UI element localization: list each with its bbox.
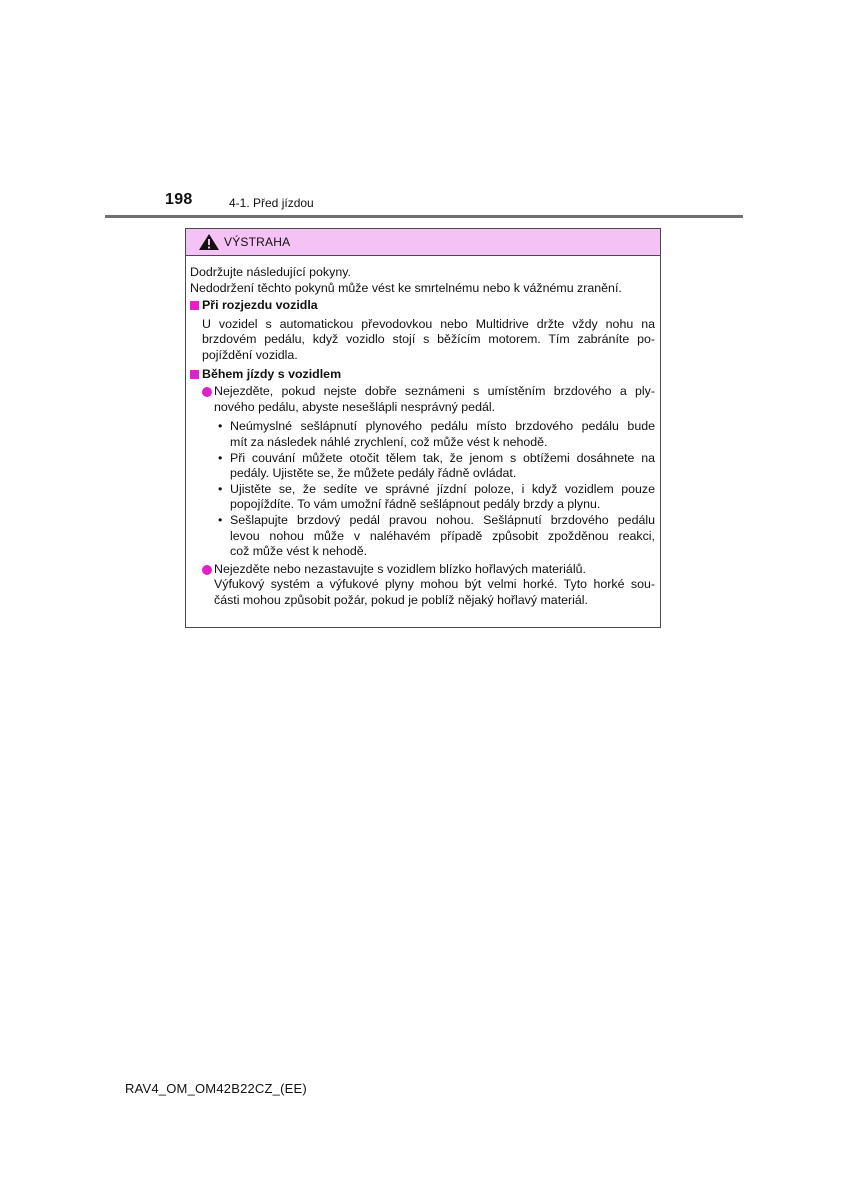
footer-code: RAV4_OM_OM42B22CZ_(EE) (125, 1081, 307, 1096)
dot-line: popojíždíte. To vám umožní řádně sešlápnout pedály brzdy a plynu. (230, 497, 601, 512)
item-line: nového pedálu, abyste nesešlápli nesprávný pedál. (214, 399, 496, 414)
section-heading-driving (190, 367, 655, 383)
item-line: Nejezděte nebo nezastavujte s vozidlem blízko hořlavých materiálů. (214, 561, 586, 576)
dot-line: Neúmyslné sešlápnutí plynového pedálu místo brzdového pedálu bude (230, 419, 655, 434)
warning-box (185, 228, 661, 628)
square-bullet-icon (190, 301, 199, 310)
section-heading-text: Během jízdy s vozidlem (202, 366, 342, 381)
warning-triangle-icon (198, 233, 220, 251)
page-number: 198 (165, 191, 193, 208)
paragraph-line: brzdovém pedálu, když vozidlo stojí s běžícím motorem. Tím zabráníte po- (202, 332, 655, 347)
warning-header (186, 229, 660, 256)
dot-bullet-icon: • (218, 450, 223, 465)
warning-label: VÝSTRAHA (224, 235, 291, 249)
header-rule (105, 215, 743, 218)
dot-bullet-icon: • (218, 512, 223, 527)
square-bullet-icon (190, 370, 199, 379)
dot-line: Sešlapujte brzdový pedál pravou nohou. Sešlápnutí brzdového pedálu (230, 512, 655, 527)
dot-line: pedály. Ujistěte se, že můžete pedály řádně ovládat. (230, 466, 517, 481)
dot-bullet-icon: • (218, 419, 223, 434)
section-heading-start (190, 298, 655, 314)
paragraph-line: U vozidel s automatickou převodovkou nebo Multidrive držte vždy nohu na (202, 316, 655, 331)
list-item (190, 562, 655, 609)
list-item (190, 384, 655, 415)
item-line: Výfukový systém a výfukové plyny mohou být velmi horké. Tyto horké sou- (214, 577, 655, 592)
dot-line: Při couvání můžete otočit tělem tak, že jenom s obtížemi dosáhnete na (230, 450, 655, 465)
warning-body (186, 256, 660, 608)
section-title: 4-1. Před jízdou (229, 196, 314, 210)
circle-bullet-icon (202, 565, 212, 575)
start-paragraph (190, 317, 655, 364)
dot-bullet-icon: • (218, 481, 223, 496)
dot-line: mít za následek náhlé zrychlení, což může vést k nehodě. (230, 434, 548, 449)
item-line: Nejezděte, pokud nejste dobře seznámeni s umístěním brzdového a ply- (214, 384, 655, 399)
dot-item (218, 481, 655, 513)
dot-line: Ujistěte se, že sedíte ve správné jízdní poloze, i když vozidlem pouze (230, 481, 655, 496)
dot-item (218, 512, 655, 560)
intro-line: Dodržujte následující pokyny. (190, 265, 351, 279)
circle-bullet-icon (202, 387, 212, 397)
paragraph-line: pojíždění vozidla. (202, 347, 298, 362)
dot-list (190, 419, 655, 559)
intro-line: Nedodržení těchto pokynů může vést ke smrtelnému nebo k vážnému zranění. (190, 280, 622, 295)
dot-line: což může vést k nehodě. (230, 544, 368, 559)
section-heading-text: Při rozjezdu vozidla (202, 298, 318, 313)
dot-item (218, 419, 655, 450)
dot-line: levou nohou může v naléhavém případě způsobit zpožděnou reakci, (230, 528, 655, 543)
dot-item (218, 450, 655, 482)
item-line: části mohou způsobit požár, pokud je poblíž nějaký hořlavý materiál. (214, 592, 588, 607)
